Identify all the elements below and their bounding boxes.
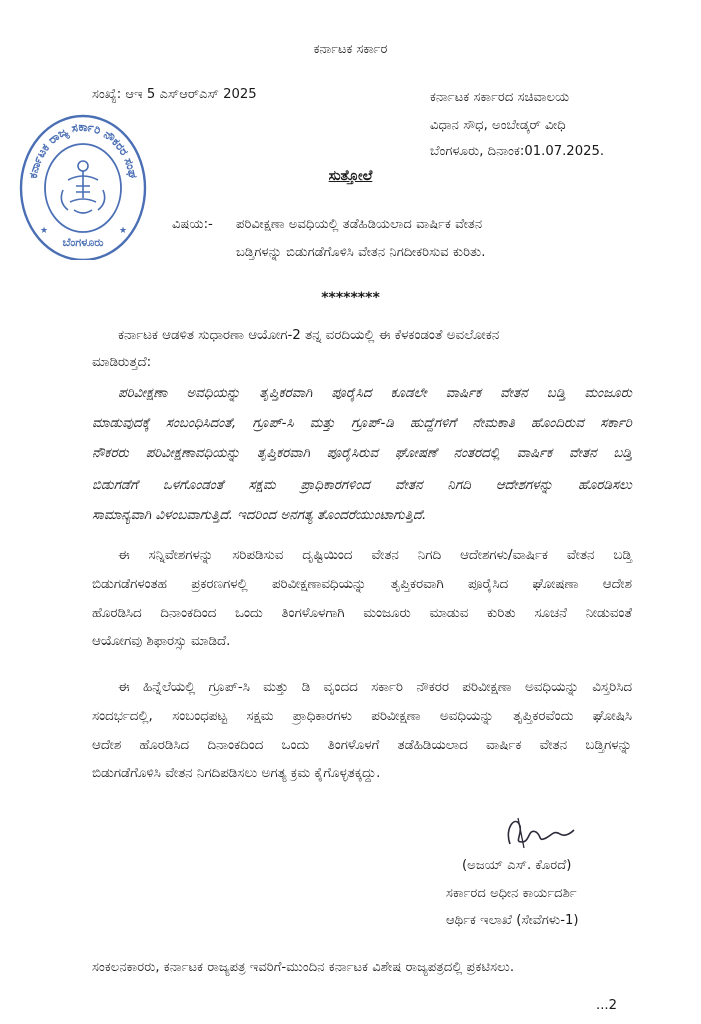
office-line-2: ವಿಧಾನ ಸೌಧ, ಅಂಬೇಡ್ಕರ್ ವೀಧಿ xyxy=(430,118,566,133)
office-date: ಬೆಂಗಳೂರು, ದಿನಾಂಕ:01.07.2025. xyxy=(430,144,605,159)
para2-line: ಈ ಸನ್ನಿವೇಶಗಳನ್ನು ಸರಿಪಡಿಸುವ ದೃಷ್ಟಿಯಿಂದ ವೇತನ ನಿಗದಿ ಆದೇಶಗಳು/ವಾರ್ಷಿಕ ವೇತನ ಬಡ್ತಿ xyxy=(118,548,632,563)
subject-label: ವಿಷಯ:- xyxy=(172,217,213,232)
para1-line: ಕರ್ನಾಟಕ ಆಡಳಿತ ಸುಧಾರಣಾ ಆಯೋಗ-2 ತನ್ನ ವರದಿಯಲ್ಲಿ ಈ ಕೆಳಕಂಡಂತೆ ಅವಲೋಕನ xyxy=(118,328,500,343)
signatory-designation: ಸರ್ಕಾರದ ಅಧೀನ ಕಾರ್ಯದರ್ಶಿ xyxy=(446,886,577,901)
signatory-name: (ಅಜಯ್ ಎಸ್. ಕೊರದೆ) xyxy=(462,858,572,873)
seal-bottom-text: ಬೆಂಗಳೂರು xyxy=(62,236,104,249)
circular-heading: ಸುತ್ತೋಲೆ xyxy=(328,168,373,184)
separator-stars: ******** xyxy=(321,290,380,306)
quote-line: ಸಾಮಾನ್ಯವಾಗಿ ವಿಳಂಬವಾಗುತ್ತಿದೆ. ಇದರಿಂದ ಅನಗತ್ಯ ತೊಂದರೆಯುಂಟಾಗುತ್ತಿದೆ. xyxy=(92,508,427,523)
quote-line: ಮಾಡುವುದಕ್ಕೆ ಸಂಬಂಧಿಸಿದಂತೆ, ಗ್ರೂಪ್-ಸಿ ಮತ್ತು ಗ್ರೂಪ್-ಡಿ ಹುದ್ದೆಗಳಿಗೆ ನೇಮಕಾತಿ ಹೊಂದಿರುವ ಸರ್ಕಾರಿ xyxy=(92,416,632,431)
quote-line: ಬಿಡುಗಡೆಗೆ ಒಳಗೊಂಡಂತೆ ಸಕ್ಷಮ ಪ್ರಾಧಿಕಾರಗಳಿಂದ ವೇತನ ನಿಗದಿ ಆದೇಶಗಳನ್ನು ಹೊರಡಿಸಲು xyxy=(92,478,632,493)
footer-note: ಸಂಕಲನಕಾರರು, ಕರ್ನಾಟಕ ರಾಜ್ಯಪತ್ರ ಇವರಿಗೆ-ಮುಂದಿನ ಕರ್ನಾಟಕ ವಿಶೇಷ ರಾಜ್ಯಪತ್ರದಲ್ಲಿ ಪ್ರಕಟಿಸಲು. xyxy=(92,960,515,975)
quote-line: ನೌಕರರು ಪರಿವೀಕ್ಷಣಾವಧಿಯನ್ನು ತೃಪ್ತಿಕರವಾಗಿ ಪೂರೈಸಿರುವ ಘೋಷಣೆ ನಂತರದಲ್ಲಿ ವಾರ್ಷಿಕ ವೇತನ ಬಡ್ತಿ xyxy=(92,446,632,461)
subject-line-2: ಬಡ್ತಿಗಳನ್ನು ಬಿಡುಗಡೆಗೊಳಿಸಿ ವೇತನ ನಿಗದೀಕರಿಸುವ ಕುರಿತು. xyxy=(236,245,486,260)
para3-line: ಆದೇಶ ಹೊರಡಿಸಿದ ದಿನಾಂಕದಿಂದ ಒಂದು ತಿಂಗಳೊಳಗೆ ತಡೆಹಿಡಿಯಲಾದ ವಾರ್ಷಿಕ ವೇತನ ಬಡ್ತಿಗಳನ್ನು xyxy=(92,738,632,753)
page-continuation: ...2 xyxy=(596,998,617,1013)
seal-star-right: ★ xyxy=(119,226,128,236)
para2-line: ಆಯೋಗವು ಶಿಫಾರಸ್ಸು ಮಾಡಿದೆ. xyxy=(92,634,231,649)
government-title: ಕರ್ನಾಟಕ ಸರ್ಕಾರ xyxy=(313,42,388,57)
para3-line: ಸಂದರ್ಭದಲ್ಲಿ, ಸಂಬಂಧಪಟ್ಟ ಸಕ್ಷಮ ಪ್ರಾಧಿಕಾರಗಳು ಪರಿವೀಕ್ಷಣಾ ಅವಧಿಯನ್ನು ತೃಪ್ತಿಕರವೆಂದು ಘೋಷಿಸಿ xyxy=(92,709,632,724)
para3-line: ಬಿಡುಗಡೆಗೊಳಿಸಿ ವೇತನ ನಿಗದಿಪಡಿಸಲು ಅಗತ್ಯ ಕ್ರಮ ಕೈಗೊಳ್ಳತಕ್ಕದ್ದು. xyxy=(92,766,381,781)
seal-top-path: ಕರ್ನಾಟಕ ರಾಜ್ಯ ಸರ್ಕಾರಿ ನೌಕರರ ಸಂಘ xyxy=(25,119,141,180)
association-seal xyxy=(18,110,148,260)
para2-line: ಬಿಡುಗಡೆಗಳಂತಹ ಪ್ರಕರಣಗಳಲ್ಲಿ ಪರಿವೀಕ್ಷಣಾವಧಿಯನ್ನು ತೃಪ್ತಿಕರವಾಗಿ ಪೂರೈಸಿದ ಘೋಷಣಾ ಆದೇಶ xyxy=(92,577,632,592)
para3-line: ಈ ಹಿನ್ನೆಲೆಯಲ್ಲಿ ಗ್ರೂಪ್-ಸಿ ಮತ್ತು ಡಿ ವೃಂದದ ಸರ್ಕಾರಿ ನೌಕರರ ಪರಿವೀಕ್ಷಣಾ ಅವಧಿಯನ್ನು ವಿಸ್ತರಿಸಿದ xyxy=(118,680,632,695)
para1-line: ಮಾಡಿರುತ್ತದೆ: xyxy=(92,355,152,370)
signature-graphic xyxy=(500,808,580,858)
subject-line-1: ಪರಿವೀಕ್ಷಣಾ ಅವಧಿಯಲ್ಲಿ ತಡೆಹಿಡಿಯಲಾದ ವಾರ್ಷಿಕ ವೇತನ xyxy=(236,217,483,232)
signatory-department: ಆರ್ಥಿಕ ಇಲಾಖೆ (ಸೇವೆಗಳು-1) xyxy=(446,913,579,928)
office-line-1: ಕರ್ನಾಟಕ ಸರ್ಕಾರದ ಸಚಿವಾಲಯ xyxy=(430,90,570,105)
seal-graphic xyxy=(18,110,148,260)
signature-mark xyxy=(500,808,580,858)
quote-line: ಪರಿವೀಕ್ಷಣಾ ಅವಧಿಯನ್ನು ತೃಪ್ತಿಕರವಾಗಿ ಪೂರೈಸಿದ ಕೂಡಲೇ ವಾರ್ಷಿಕ ವೇತನ ಬಡ್ತಿ ಮಂಜೂರು xyxy=(118,386,632,401)
order-number: ಸಂಖ್ಯೆ: ಆಇ 5 ಎಸ್‌ಆರ್‌ಎಸ್ 2025 xyxy=(92,87,257,102)
para2-line: ಹೊರಡಿಸಿದ ದಿನಾಂಕದಿಂದ ಒಂದು ತಿಂಗಳೊಳಗಾಗಿ ಮಂಜೂರು ಮಾಡುವ ಕುರಿತು ಸೂಚನೆ ನೀಡುವಂತೆ xyxy=(92,606,632,621)
seal-star-left: ★ xyxy=(40,226,49,236)
